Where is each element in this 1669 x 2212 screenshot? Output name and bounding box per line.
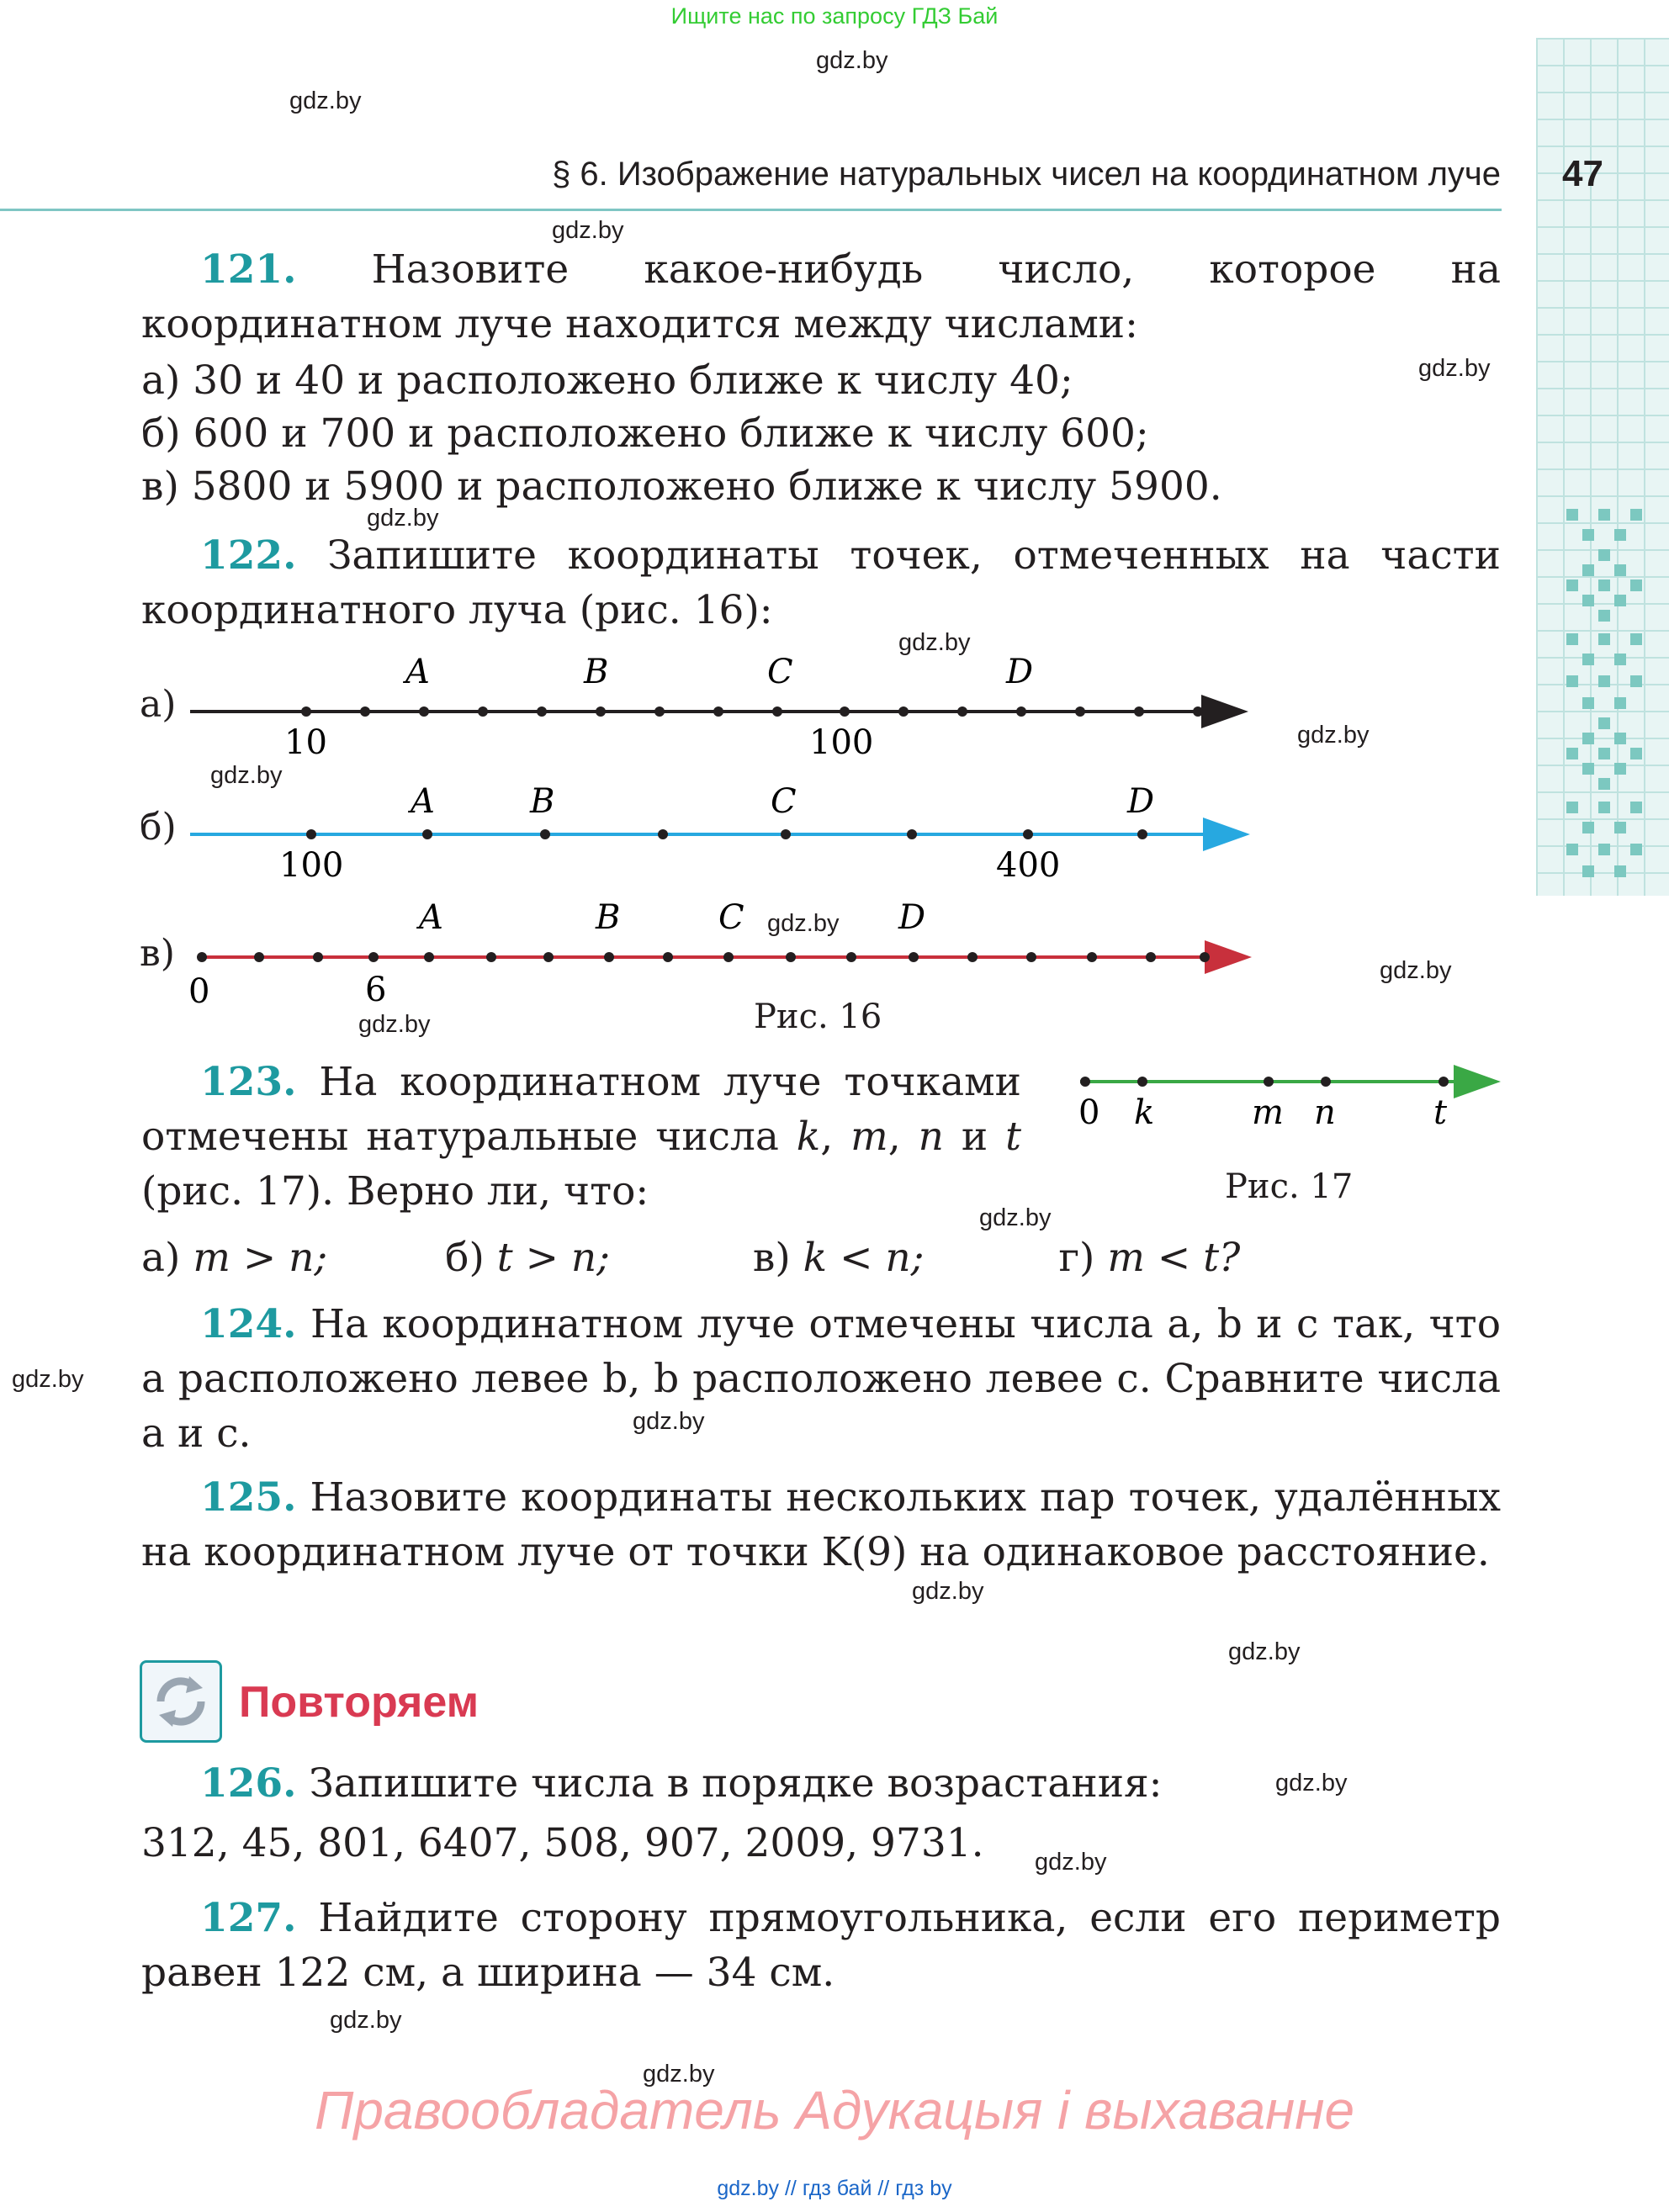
watermark: gdz.by	[552, 217, 624, 244]
task-127	[141, 1891, 1501, 2000]
label-0: 0	[1078, 1093, 1100, 1132]
task-121-item-c: в) 5800 и 5900 и расположено ближе к числу 5900.	[141, 463, 1222, 510]
watermark: gdz.by	[330, 2007, 402, 2034]
task-number: 123.	[200, 1059, 297, 1105]
task-124	[141, 1297, 1501, 1461]
answer-a-label: а)	[141, 1235, 181, 1281]
task-number: 121.	[200, 246, 297, 293]
task-text: Назовите какое-нибудь число, которое на координатном луче находится между числами:	[141, 246, 1501, 347]
ray-a-label: а)	[140, 683, 177, 726]
ray-c-label: в)	[140, 932, 175, 975]
task-text: Запишите числа в порядке возрастания:	[309, 1760, 1163, 1807]
var-t: t	[1005, 1114, 1021, 1160]
watermark: gdz.by	[816, 47, 888, 74]
watermark: gdz.by	[1228, 1638, 1301, 1665]
point-A: A	[411, 782, 435, 821]
task-number: 122.	[200, 532, 297, 579]
point-D: D	[1006, 653, 1034, 691]
task-number: 127.	[200, 1895, 297, 1941]
tick-label: 6	[365, 971, 387, 1009]
page-number: 47	[1562, 153, 1603, 194]
copyright-notice: Правообладатель Адукацыя і выхаванне	[314, 2080, 1355, 2141]
word-and: и	[961, 1114, 988, 1160]
task-number: 125.	[200, 1474, 297, 1521]
point-C: C	[767, 653, 793, 691]
watermark: gdz.by	[898, 629, 971, 656]
task-text: (рис. 17). Верно ли, что:	[141, 1168, 649, 1214]
watermark: gdz.by	[367, 505, 439, 532]
watermark: gdz.by	[1380, 957, 1452, 984]
watermark: gdz.by	[289, 87, 362, 114]
point-A: A	[405, 653, 430, 691]
point-D: D	[1127, 782, 1155, 821]
answer-b: t > n;	[496, 1235, 611, 1281]
answer-d: m < t?	[1107, 1235, 1241, 1281]
var-n: n	[918, 1114, 944, 1160]
point-C: C	[718, 898, 744, 937]
figure-16-caption: Рис. 16	[754, 998, 882, 1036]
label-m: m	[1252, 1093, 1284, 1132]
watermark: gdz.by	[912, 1578, 984, 1605]
point-B: B	[596, 898, 621, 937]
watermark: gdz.by	[1418, 355, 1491, 382]
tick-label: 0	[188, 972, 210, 1011]
task-number: 124.	[200, 1301, 297, 1347]
tick-label: 400	[996, 846, 1061, 885]
watermark: gdz.by	[767, 910, 840, 937]
watermark: gdz.by	[1275, 1770, 1348, 1797]
answer-c-label: в)	[752, 1235, 791, 1281]
top-search-banner[interactable]: Ищите нас по запросу ГДЗ Бай	[670, 3, 999, 29]
watermark: gdz.by	[1035, 1849, 1107, 1876]
answer-c: k < n;	[803, 1235, 925, 1281]
label-t: t	[1433, 1093, 1448, 1132]
task-121-item-b: б) 600 и 700 и расположено ближе к числу 600;	[141, 410, 1149, 457]
ray-b-label: б)	[140, 806, 177, 849]
point-D: D	[898, 898, 926, 937]
task-text: На координатном луче отмечены числа a, b и c так, что a расположено левее b, b расположено левее c. Сравните числа a и c.	[141, 1301, 1501, 1457]
tick-label: 10	[284, 723, 327, 762]
point-B: B	[584, 653, 609, 691]
section-heading-repeat: Повторяем	[239, 1678, 480, 1727]
label-n: n	[1314, 1093, 1336, 1132]
tick-label: 100	[279, 846, 344, 885]
answer-a: m > n;	[193, 1235, 328, 1281]
watermark: gdz.by	[12, 1366, 84, 1393]
answer-b-label: б)	[445, 1235, 485, 1281]
task-123: 123. На координатном лучe точками отмечены натуральные числа k, m, n и t (рис. 17). Верно ли, что:	[141, 1059, 1021, 1214]
task-126-numbers: 312, 45, 801, 6407, 508, 907, 2009, 9731.	[141, 1820, 984, 1866]
task-text: Запишите координаты точек, отмеченных на части координатного луча (рис. 16):	[141, 532, 1501, 633]
task-number: 126.	[200, 1760, 297, 1807]
watermark: gdz.by	[1297, 722, 1370, 749]
figure-17-caption: Рис. 17	[1225, 1167, 1354, 1206]
answer-d-label: г)	[1058, 1235, 1095, 1281]
var-m: m	[850, 1114, 888, 1160]
task-121-item-a: а) 30 и 40 и расположено ближе к числу 40;	[141, 357, 1073, 404]
var-k: k	[796, 1114, 821, 1160]
point-C: C	[771, 782, 797, 821]
point-B: B	[530, 782, 555, 821]
task-text: Назовите координаты нескольких пар точек, удалённых на координатном луче от точки K(9) на одинаковое расстояние.	[141, 1474, 1501, 1575]
watermark: gdz.by	[358, 1011, 431, 1038]
watermark: gdz.by	[643, 2061, 715, 2088]
watermark: gdz.by	[210, 762, 283, 789]
tick-label: 100	[809, 723, 874, 762]
watermark: gdz.by	[633, 1408, 705, 1435]
repeat-icon	[140, 1660, 222, 1743]
label-k: k	[1134, 1093, 1155, 1132]
point-A: A	[419, 898, 443, 937]
footer-links[interactable]: gdz.by // гдз бай // гдз by	[717, 2177, 952, 2200]
task-text: Найдите сторону прямоугольника, если его периметр равен 122 см, а ширина — 34 см.	[141, 1895, 1501, 1996]
task-text: На координатном лучe точками отмечены натуральные числа	[141, 1059, 1021, 1160]
task-125	[141, 1470, 1501, 1580]
watermark: gdz.by	[979, 1204, 1052, 1231]
section-title: § 6. Изображение натуральных чисел на координатном луче	[552, 156, 1501, 193]
task-123-answers	[141, 1235, 1241, 1281]
